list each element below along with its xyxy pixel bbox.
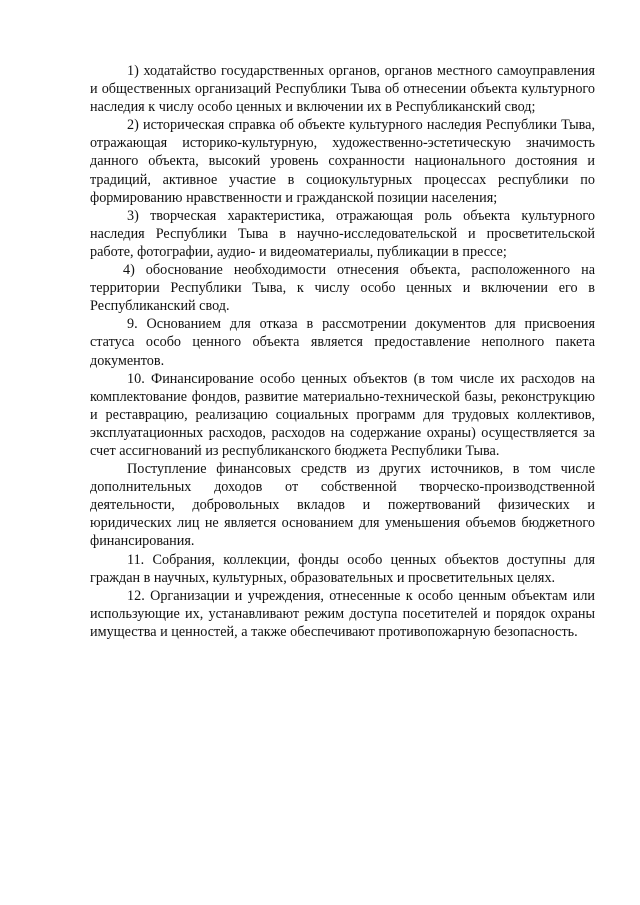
paragraph-clause-10: 10. Финансирование особо ценных объектов (в том числе их расходов на комплектование фондов, развитие материально-технической базы, реконструкцию и реставрацию, реализацию социальных программ для трудовых коллективов, эксплуатационных расходов, расходов на содержание охраны) осуществляется за счет ассигнований из республиканского бюджета Республики Тыва. bbox=[90, 370, 595, 459]
paragraph-clause-9: 9. Основанием для отказа в рассмотрении документов для присвоения статуса особо ценного объекта является предоставление неполного пакета документов. bbox=[90, 316, 595, 369]
paragraph-item-4: 4) обоснование необходимости отнесения объекта, расположенного на территории Республики Тыва, к числу особо ценных и включении его в Республиканский свод. bbox=[90, 262, 595, 315]
paragraph-item-1: 1) ходатайство государственных органов, органов местного самоуправления и общественных организаций Республики Тыва об отнесении объекта культурного наследия к числу особо ценных и включении их в Республиканский свод; bbox=[90, 63, 595, 116]
paragraph-clause-12: 12. Организации и учреждения, отнесенные к особо ценным объектам или использующие их, устанавливают режим доступа посетителей и порядок охраны имущества и ценностей, а также обеспечивают противопожарную безопасность. bbox=[90, 587, 595, 640]
paragraph-item-2: 2) историческая справка об объекте культурного наследия Республики Тыва, отражающая историко-культурную, художественно-эстетическую значимость данного объекта, высокий уровень сохранности национального достояния и традиций, активное участие в социокультурных процессах республики по формированию нравственности и гражданской позиции населения; bbox=[90, 117, 595, 206]
paragraph-item-3: 3) творческая характеристика, отражающая роль объекта культурного наследия Республики Тыва в научно-исследовательской и просветительской работе, фотографии, аудио- и видеоматериалы, публикации в прессе; bbox=[90, 207, 595, 260]
document-page bbox=[90, 62, 595, 641]
paragraph-clause-11: 11. Собрания, коллекции, фонды особо ценных объектов доступны для граждан в научных, культурных, образовательных и просветительных целях. bbox=[90, 551, 595, 586]
paragraph-other-funding: Поступление финансовых средств из других источников, в том числе дополнительных доходов от собственной творческо-производственной деятельности, добровольных вкладов и пожертвований физических и юридических лиц не является основанием для уменьшения объемов бюджетного финансирования. bbox=[90, 461, 595, 550]
